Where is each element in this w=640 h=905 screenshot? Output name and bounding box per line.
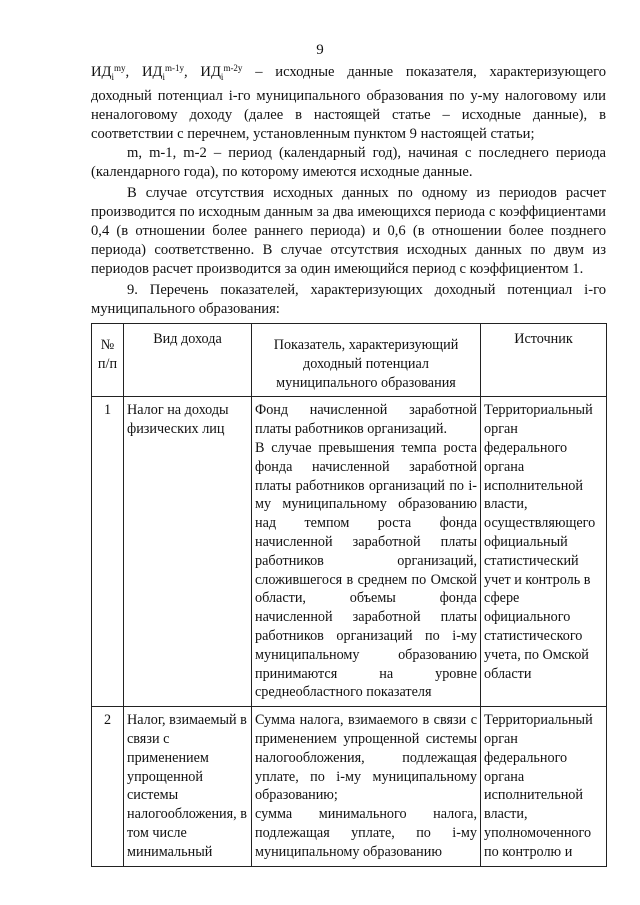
row-indicator-part-1: Сумма налога, взимаемого в связи с применением упрощенной системы налогообложения, подлежащая уплате, по i-му муниципальному образованию; (255, 712, 477, 804)
header-indicator: Показатель, характеризующий доходный потенциал муниципального образования (252, 324, 481, 397)
paragraph-missing-data: В случае отсутствия исходных данных по одному из периодов расчет производится по исходным данным за два имеющихся периода с коэффициентами 0,4 (в отношении более раннего периода) и 0,6 (в отношении более позднего периода) соответственно. В случае отсутствия исходных данных по двум из периодов расчет производится за один имеющийся период с коэффициентом 1. (91, 184, 606, 277)
body-text (91, 63, 606, 319)
row-kind: Налог на доходы физических лиц (124, 397, 252, 707)
row-indicator-part-2: В случае превышения темпа роста фонда начисленной заработной платы работников организаций по i-му муниципальному образованию над темпом роста фонда начисленной заработной платы работников организаций, сложившегося в среднем по Омской области, объемы фонда начисленной заработной платы работников организаций по i-му муниципальному образованию принимаются на уровне среднеобластного показателя (255, 439, 477, 701)
row-indicator-part-1: Фонд начисленной заработной платы работников организаций. (255, 402, 477, 438)
table-row (92, 707, 607, 866)
id-sup-2: m-1y (164, 63, 184, 73)
paragraph-definitions: $ИД_i^{my}$, $ИД_i^{m-1y}$, $ИД_i^{m-2y}$ – исходные данные показателя, характеризующего доходный потенциал i-го муниципального образования по y-му налоговому или неналоговому доходу (далее в настоящей статье – исходные данные), в соответствии с перечнем, установленным пунктом 9 настоящей статьи; (91, 63, 607, 142)
row-kind: Налог, взимаемый в связи с применением упрощенной системы налогообложения, в том числе минимальный (124, 707, 252, 866)
row-num: 2 (92, 707, 124, 866)
row-indicator (252, 397, 481, 707)
header-source: Источник (481, 324, 607, 397)
paragraph-periods: m, m-1, m-2 – период (календарный год), начиная с последнего периода (календарного года), по которому имеются исходные данные. (91, 144, 606, 180)
row-indicator-part-2: сумма минимального налога, подлежащая уплате, по i-му муниципальному образованию (255, 806, 477, 860)
paragraph-list-intro: 9. Перечень показателей, характеризующих доходный потенциал i-го муниципального образования: (91, 281, 606, 317)
definition-text: – исходные данные показателя, характеризующего доходный потенциал i-го муниципального образования по y-му налоговому или неналоговому доходу (далее в настоящей статье – исходные данные), в соответствии с перечнем, установленным пунктом 9 настоящей статьи; (91, 64, 607, 142)
row-num: 1 (92, 397, 124, 707)
table-header-row (92, 324, 607, 397)
page-number: 9 (316, 42, 324, 58)
id-sup-1: my (114, 63, 126, 73)
id-sup-3: m-2y (223, 63, 243, 73)
indicators-table (91, 323, 607, 867)
header-num: № п/п (92, 324, 124, 397)
row-indicator (252, 707, 481, 866)
table-row (92, 397, 607, 707)
header-kind: Вид дохода (124, 324, 252, 397)
id-sep-1: , ИД (125, 64, 163, 80)
id-symbol: ИД (91, 64, 112, 80)
row-source: Территориальный орган федерального органа исполнительной власти, уполномоченного по контролю и (481, 707, 607, 866)
id-sep-2: , ИД (183, 64, 221, 80)
row-source: Территориальный орган федерального органа исполнительной власти, осуществляющего официальный статистический учет и контроль в сфере официального статистического учета, по Омской области (481, 397, 607, 707)
